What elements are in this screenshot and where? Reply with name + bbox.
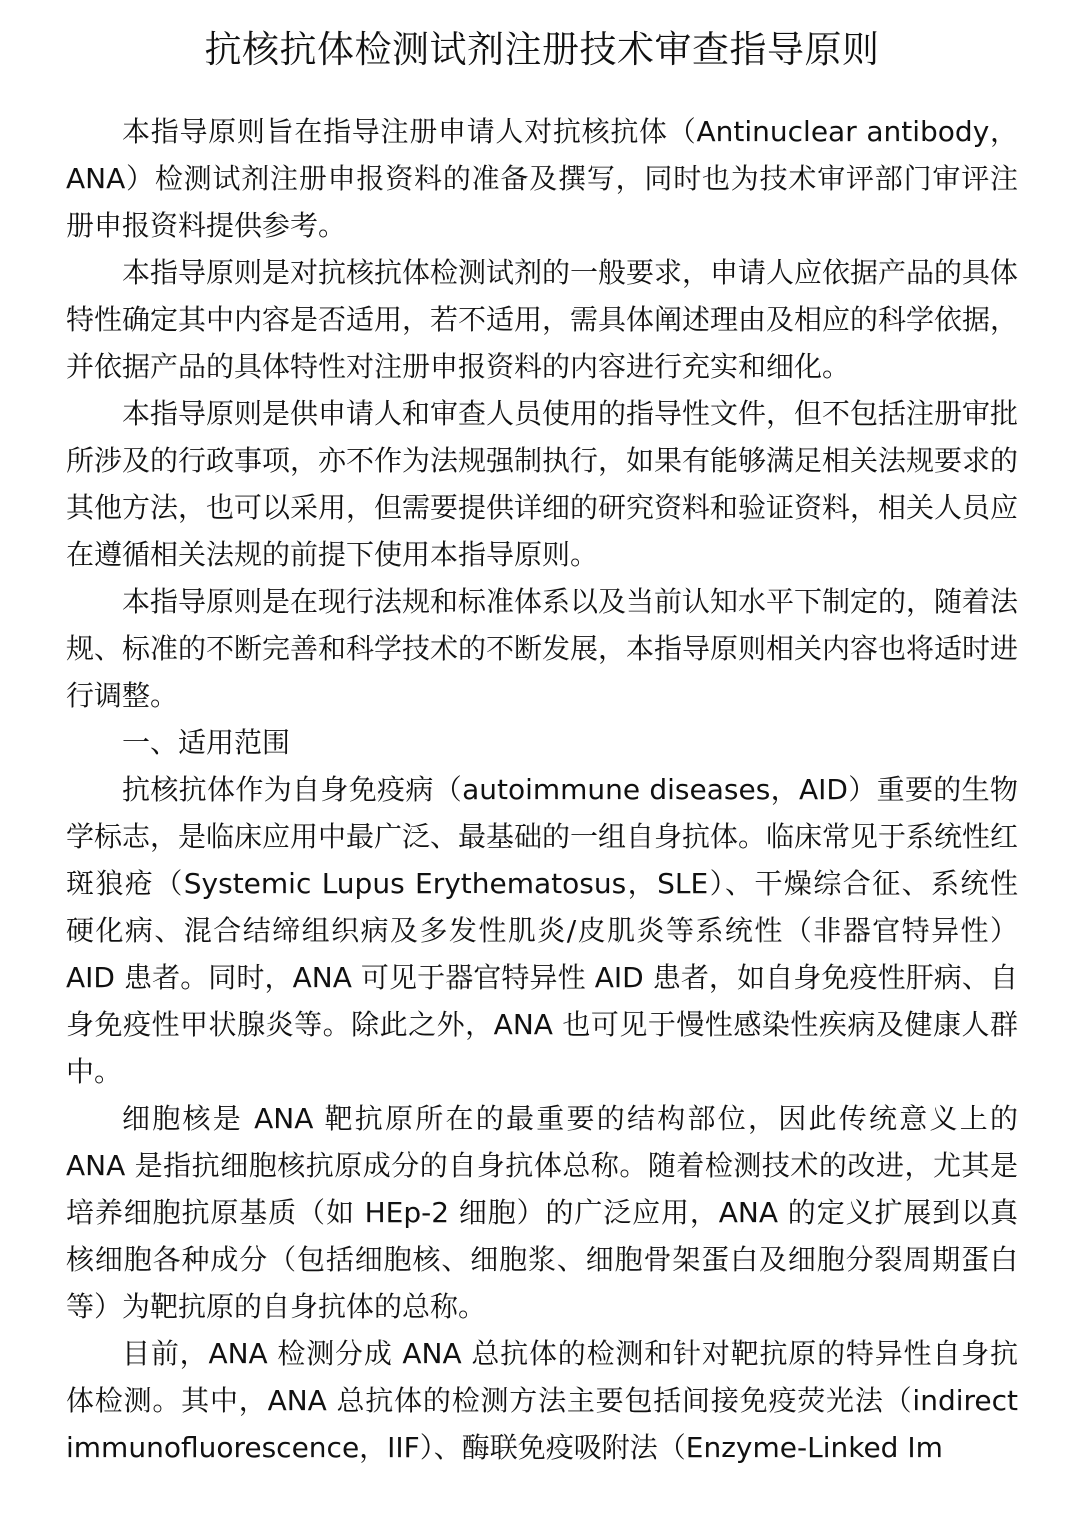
section-heading-scope: 一、适用范围	[122, 726, 291, 759]
page-title: 抗核抗体检测试剂注册技术审查指导原则	[204, 28, 880, 71]
intro-paragraph-2: 本指导原则是对抗核抗体检测试剂的一般要求，申请人应依据产品的具体特性确定其中内容是否适用，若不适用，需具体阐述理由及相应的科学依据，并依据产品的具体特性对注册申报资料的内容进行充实和细化。	[66, 256, 1019, 383]
intro-paragraph-4: 本指导原则是在现行法规和标准体系以及当前认知水平下制定的，随着法规、标准的不断完善和科学技术的不断发展，本指导原则相关内容也将适时进行调整。	[66, 585, 1019, 712]
intro-paragraph-3: 本指导原则是供申请人和审查人员使用的指导性文件，但不包括注册审批所涉及的行政事项，亦不作为法规强制执行，如果有能够满足相关法规要求的其他方法，也可以采用，但需要提供详细的研究资料和验证资料，相关人员应在遵循相关法规的前提下使用本指导原则。	[66, 397, 1019, 571]
document-body	[66, 108, 1018, 1471]
scope-paragraph-3: 目前，ANA 检测分成 ANA 总抗体的检测和针对靶抗原的特异性自身抗体检测。其中，ANA 总抗体的检测方法主要包括间接免疫荧光法（indirect immunofluorescence，IIF）、酶联免疫吸附法（Enzyme-Linked Im	[66, 1337, 1018, 1464]
scope-paragraph-1: 抗核抗体作为自身免疫病（autoimmune diseases，AID）重要的生物学标志，是临床应用中最广泛、最基础的一组自身抗体。临床常见于系统性红斑狼疮（Systemic Lupus Erythematosus，SLE）、干燥综合征、系统性硬化病、混合结缔组织病及多发性肌炎/皮肌炎等系统性（非器官特异性）AID 患者。同时，ANA 可见于器官特异性 AID 患者，如自身免疫性肝病、自身免疫性甲状腺炎等。除此之外，ANA 也可见于慢性感染性疾病及健康人群中。	[66, 773, 1019, 1088]
intro-paragraph-1: 本指导原则旨在指导注册申请人对抗核抗体（Antinuclear antibody，ANA）检测试剂注册申报资料的准备及撰写，同时也为技术审评部门审评注册申报资料提供参考。	[66, 115, 1018, 242]
scope-paragraph-2: 细胞核是 ANA 靶抗原所在的最重要的结构部位，因此传统意义上的 ANA 是指抗细胞核抗原成分的自身抗体总称。随着检测技术的改进，尤其是培养细胞抗原基质（如 HEp-2 细胞）的广泛应用，ANA 的定义扩展到以真核细胞各种成分（包括细胞核、细胞浆、细胞骨架蛋白及细胞分裂周期蛋白等）为靶抗原的自身抗体的总称。	[66, 1102, 1018, 1323]
